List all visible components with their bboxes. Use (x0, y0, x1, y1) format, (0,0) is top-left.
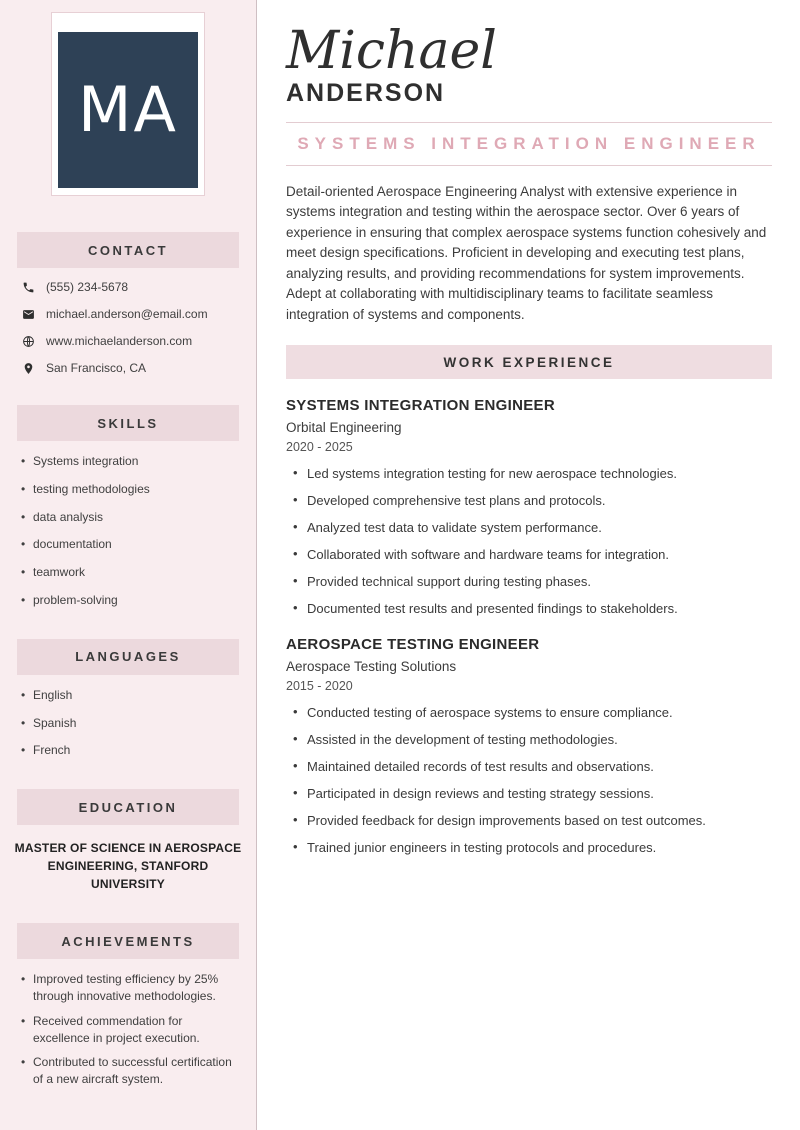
first-name: Michael (286, 21, 497, 81)
job-bullet: • Trained junior engineers in testing protocols and procedures. (290, 839, 772, 857)
job-bullet: • Participated in design reviews and testing strategy sessions. (290, 785, 772, 803)
contact-item-location (22, 361, 242, 375)
contact-list (22, 280, 242, 375)
skill-item: • testing methodologies (20, 481, 240, 498)
contact-item-phone (22, 280, 242, 294)
job-bullet: • Provided technical support during testing phases. (290, 573, 772, 591)
job-bullet: • Collaborated with software and hardware teams for integration. (290, 546, 772, 564)
job-bullet-list (290, 704, 772, 857)
job-title: AEROSPACE TESTING ENGINEER (286, 635, 540, 653)
job-bullet-list (290, 465, 772, 618)
divider-rule (286, 165, 772, 166)
job-entry (286, 397, 772, 618)
skills-section-title: SKILLS (17, 405, 239, 441)
main-content (257, 0, 800, 1130)
languages-list (20, 687, 240, 759)
last-name: ANDERSON (286, 78, 446, 107)
contact-email: michael.anderson@email.com (46, 307, 208, 321)
contact-section-title: CONTACT (17, 232, 239, 268)
contact-phone: (555) 234-5678 (46, 280, 129, 294)
education-section-title: EDUCATION (17, 789, 239, 825)
skill-item: • problem-solving (20, 592, 240, 609)
skill-item: • data analysis (20, 509, 240, 526)
job-bullet: • Assisted in the development of testing methodologies. (290, 731, 772, 749)
job-bullet: • Documented test results and presented findings to stakeholders. (290, 600, 772, 618)
sidebar (0, 0, 257, 1130)
skill-item: • Systems integration (20, 453, 240, 470)
language-item: • French (20, 742, 240, 759)
job-company: Aerospace Testing Solutions (286, 658, 457, 674)
languages-section-title: LANGUAGES (17, 639, 239, 675)
profile-initials-block (58, 32, 198, 188)
location-icon (22, 362, 35, 375)
job-company: Orbital Engineering (286, 420, 402, 436)
achievement-item: • Received commendation for excellence in project execution. (20, 1013, 240, 1047)
contact-website: www.michaelanderson.com (46, 334, 193, 348)
profile-initials: MA (78, 73, 178, 146)
language-item: • Spanish (20, 715, 240, 732)
job-bullet: • Led systems integration testing for new aerospace technologies. (290, 465, 772, 483)
skill-item: • teamwork (20, 564, 240, 581)
work-experience-section-title: WORK EXPERIENCE (286, 345, 772, 379)
achievement-item: • Contributed to successful certification of a new aircraft system. (20, 1054, 240, 1088)
globe-icon (22, 335, 35, 348)
job-bullet: • Provided feedback for design improvements based on test outcomes. (290, 812, 772, 830)
achievements-list (20, 971, 240, 1088)
skills-list (20, 453, 240, 609)
education-text: MASTER OF SCIENCE IN AEROSPACE ENGINEERING, STANFORD UNIVERSITY (14, 841, 242, 892)
job-bullet: • Developed comprehensive test plans and protocols. (290, 492, 772, 510)
profile-photo-frame (51, 12, 205, 196)
contact-item-email (22, 307, 242, 321)
contact-item-website (22, 334, 242, 348)
email-icon (22, 308, 35, 321)
contact-location: San Francisco, CA (46, 361, 147, 375)
job-entry (286, 636, 772, 857)
job-title: SYSTEMS INTEGRATION ENGINEER (286, 397, 555, 415)
language-item: • English (20, 687, 240, 704)
job-dates: 2015 - 2020 (286, 678, 353, 693)
achievement-item: • Improved testing efficiency by 25% through innovative methodologies. (20, 971, 240, 1005)
professional-summary: Detail-oriented Aerospace Engineering Analyst with extensive experience in systems integration and testing within the aerospace sector. Over 6 years of experience in ensuring that complex aerospace systems function cohesively and meet design specifications. Proficient in developing and executing test plans, analyzing results, and providing recommendations for system improvements. Adept at collaborating with multidisciplinary teams to facilitate seamless integration of systems and components. (286, 183, 767, 322)
divider-rule (286, 122, 772, 123)
job-dates: 2020 - 2025 (286, 440, 353, 455)
role-title: SYSTEMS INTEGRATION ENGINEER (297, 133, 761, 153)
achievements-section-title: ACHIEVEMENTS (17, 923, 239, 959)
job-bullet: • Maintained detailed records of test results and observations. (290, 758, 772, 776)
job-bullet: • Analyzed test data to validate system performance. (290, 519, 772, 537)
skill-item: • documentation (20, 536, 240, 553)
phone-icon (22, 281, 35, 294)
job-bullet: • Conducted testing of aerospace systems to ensure compliance. (290, 704, 772, 722)
